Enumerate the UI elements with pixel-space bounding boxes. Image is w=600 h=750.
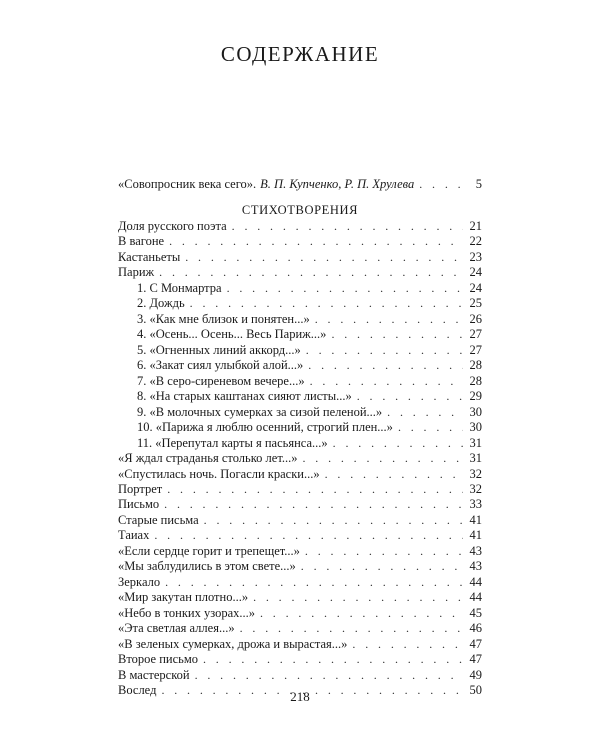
toc-entry-page-number: 26 <box>469 311 482 326</box>
toc-entry-page-number: 23 <box>469 249 482 264</box>
toc-entry-title: 2. Дождь <box>137 296 185 311</box>
toc-entry <box>118 358 482 373</box>
toc-entry-page-number: 28 <box>469 373 482 388</box>
toc-entry <box>118 668 482 683</box>
toc-entry-page-number: 25 <box>469 296 482 311</box>
dot-leader <box>302 451 463 466</box>
dot-leader <box>308 358 463 373</box>
toc-entry-title: Второе письмо <box>118 652 198 667</box>
dot-leader <box>169 234 463 249</box>
page-number: 218 <box>290 689 310 704</box>
dot-leader <box>185 250 463 265</box>
toc-entry-title: Таиах <box>118 528 150 543</box>
toc-entry-page-number: 30 <box>469 404 482 419</box>
toc-entry-page-number: 45 <box>469 605 482 620</box>
intro-title: «Совопросник века сего». <box>118 177 257 191</box>
toc-entry-page-number: 41 <box>469 512 482 527</box>
toc-entry <box>118 528 482 543</box>
toc-entry-page-number: 50 <box>469 683 482 698</box>
toc-entry-page-number: 31 <box>469 435 482 450</box>
toc-entry-title: 4. «Осень... Осень... Весь Париж...» <box>137 327 327 342</box>
dot-leader <box>310 374 463 389</box>
toc-entry <box>118 296 482 311</box>
toc-entry <box>118 451 482 466</box>
toc-entry <box>118 281 482 296</box>
toc-entry-page-number: 32 <box>469 466 482 481</box>
toc-entry <box>118 436 482 451</box>
toc-entry-page-number: 27 <box>469 342 482 357</box>
toc-entry-page-number: 31 <box>469 451 482 466</box>
toc-entry-title: 8. «На старых каштанах сияют листы...» <box>137 389 352 404</box>
toc-entry-title: «В зеленых сумерках, дрожа и вырастая...» <box>118 636 348 651</box>
toc-entry-page-number: 27 <box>469 327 482 342</box>
toc-entry-title: 7. «В серо-сиреневом вечере...» <box>137 373 305 388</box>
toc-entry-title: Кастаньеты <box>118 249 181 264</box>
toc-entry <box>118 590 482 605</box>
toc-entry-page-number: 32 <box>469 481 482 496</box>
toc-entry <box>118 250 482 265</box>
toc-entry-title: Вослед <box>118 683 157 698</box>
toc-entry-page-number: 29 <box>469 389 482 404</box>
dot-leader <box>165 575 463 590</box>
dot-leader <box>190 296 463 311</box>
dot-leader <box>352 637 463 652</box>
toc-entry <box>118 467 482 482</box>
toc-entry <box>118 420 482 435</box>
toc-entry-page-number: 44 <box>469 574 482 589</box>
toc-entry <box>118 497 482 512</box>
toc-entry-title: «Если сердце горит и трепещет...» <box>118 543 300 558</box>
toc-entry-page-number: 43 <box>469 559 482 574</box>
toc-entry-page-number: 28 <box>469 358 482 373</box>
intro-page-number: 5 <box>475 177 482 191</box>
toc-entry-title: В вагоне <box>118 234 165 249</box>
dot-leader <box>305 544 463 559</box>
toc-entry <box>118 265 482 280</box>
toc-entry-title: Портрет <box>118 481 163 496</box>
dot-leader <box>167 482 463 497</box>
toc-entry <box>118 559 482 574</box>
toc-entry-title: «Спустилась ночь. Погасли краски...» <box>118 466 320 481</box>
dot-leader <box>240 621 463 636</box>
toc-entry-title: «Мы заблудились в этом свете...» <box>118 559 296 574</box>
dot-leader <box>333 436 463 451</box>
dot-leader <box>357 389 463 404</box>
dot-leader <box>154 528 463 543</box>
toc-entry-page-number: 30 <box>469 420 482 435</box>
toc-entry <box>118 389 482 404</box>
dot-leader <box>315 312 463 327</box>
dot-leader <box>159 265 463 280</box>
toc-entry <box>118 652 482 667</box>
dot-leader <box>387 405 463 420</box>
toc-entry-title: 11. «Перепутал карты я пасьянса...» <box>137 435 328 450</box>
toc-entry <box>118 219 482 234</box>
toc-entry <box>118 544 482 559</box>
intro-entry <box>118 177 482 193</box>
toc-entry <box>118 405 482 420</box>
dot-leader <box>203 652 463 667</box>
toc-entry-page-number: 47 <box>469 652 482 667</box>
dot-leader <box>204 513 463 528</box>
toc-entry <box>118 575 482 590</box>
section-title: СТИХОТВОРЕНИЯ <box>241 203 359 217</box>
toc-entry-page-number: 47 <box>469 636 482 651</box>
toc-list <box>118 219 482 699</box>
toc-entry-page-number: 41 <box>469 528 482 543</box>
toc-entry <box>118 327 482 342</box>
intro-authors: В. П. Купченко, Р. П. Хрулева <box>260 177 415 191</box>
dot-leader <box>331 327 463 342</box>
page-title: СОДЕРЖАНИЕ <box>220 42 380 66</box>
dot-leader <box>301 559 463 574</box>
toc-entry-title: В мастерской <box>118 667 190 682</box>
toc-entry-page-number: 44 <box>469 590 482 605</box>
toc-entry <box>118 637 482 652</box>
toc-entry <box>118 482 482 497</box>
toc-entry <box>118 606 482 621</box>
dot-leader <box>164 497 463 512</box>
dot-leader <box>398 420 463 435</box>
toc-entry-title: Письмо <box>118 497 160 512</box>
toc-entry-title: 10. «Парижа я люблю осенний, строгий плен...» <box>137 420 393 435</box>
toc-entry-title: Париж <box>118 265 155 280</box>
dot-leader <box>325 467 463 482</box>
toc-entry-title: 6. «Закат сиял улыбкой алой...» <box>137 358 304 373</box>
toc-entry-title: Старые письма <box>118 512 199 527</box>
dot-leader <box>419 177 463 192</box>
toc-entry <box>118 234 482 249</box>
toc-entry-title: 3. «Как мне близок и понятен...» <box>137 311 310 326</box>
toc-entry-page-number: 21 <box>469 219 482 233</box>
toc-entry-title: «Эта светлая аллея...» <box>118 621 235 636</box>
dot-leader <box>227 281 463 296</box>
toc-entry-title: «Мир закутан плотно...» <box>118 590 249 605</box>
toc-entry-page-number: 33 <box>469 497 482 512</box>
toc-entry-title: Зеркало <box>118 574 161 589</box>
dot-leader <box>232 219 463 234</box>
toc-entry-title: Доля русского поэта <box>118 219 227 233</box>
toc-entry-page-number: 22 <box>469 234 482 249</box>
toc-entry-page-number: 24 <box>469 280 482 295</box>
dot-leader <box>260 606 463 621</box>
toc-entry-page-number: 49 <box>469 667 482 682</box>
toc-entry-title: 1. С Монмартра <box>137 280 222 295</box>
toc-entry-page-number: 46 <box>469 621 482 636</box>
toc-entry-title: «Я ждал страданья столько лет...» <box>118 451 298 466</box>
toc-entry-title: «Небо в тонких узорах...» <box>118 605 255 620</box>
toc-entry <box>118 343 482 358</box>
dot-leader <box>195 668 463 683</box>
toc-entry-title: 9. «В молочных сумерках за сизой пеленой...» <box>137 404 383 419</box>
toc-entry-page-number: 43 <box>469 543 482 558</box>
dot-leader <box>306 343 463 358</box>
toc-entry <box>118 374 482 389</box>
toc-entry <box>118 312 482 327</box>
dot-leader <box>253 590 463 605</box>
toc-entry <box>118 621 482 636</box>
toc-entry-title: 5. «Огненных линий аккорд...» <box>137 342 301 357</box>
toc-entry-page-number: 24 <box>469 265 482 280</box>
toc-entry <box>118 513 482 528</box>
